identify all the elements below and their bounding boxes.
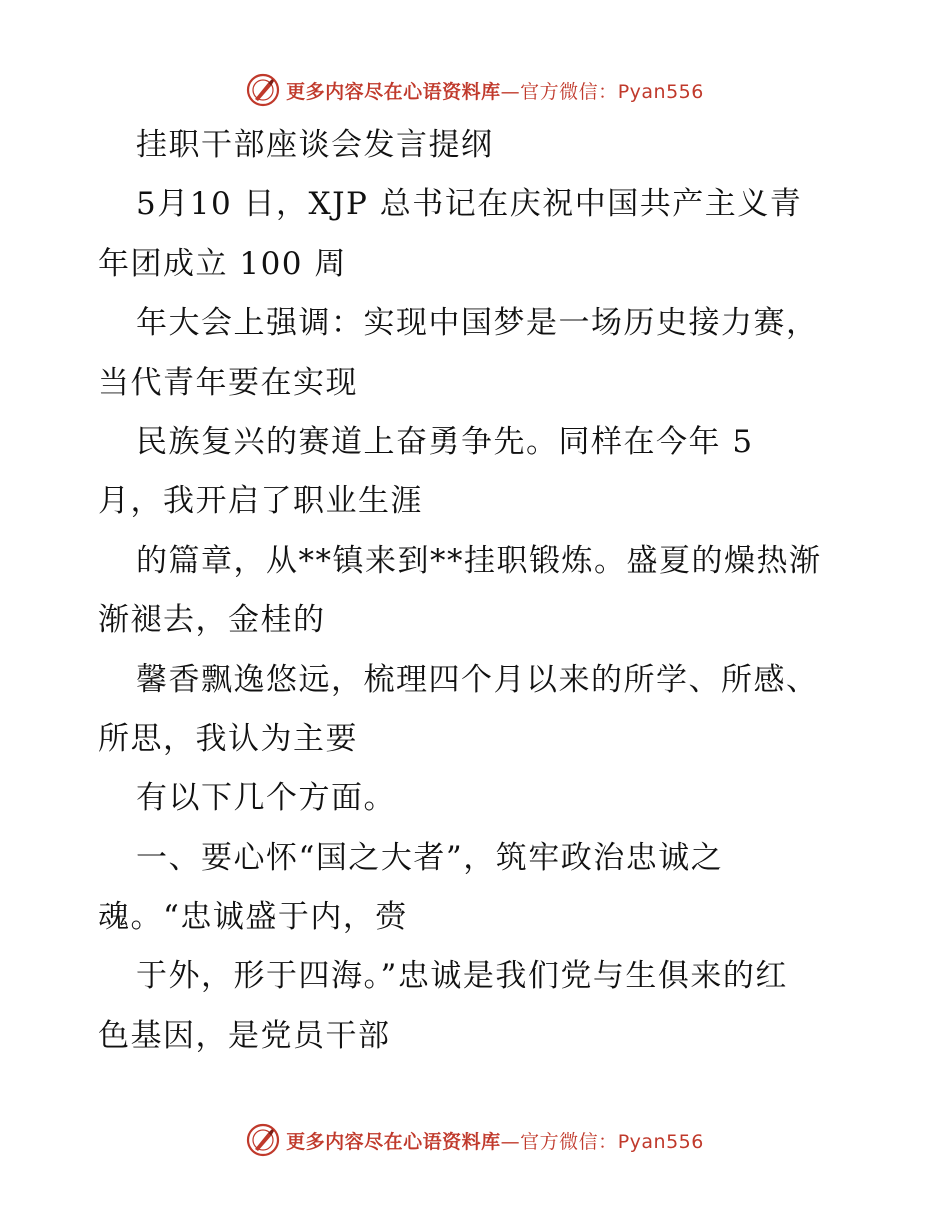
pen-logo-icon xyxy=(246,73,280,107)
banner-sub-text: 官方微信： xyxy=(520,1130,618,1153)
paragraph-line: 有以下几个方面。 xyxy=(136,780,396,817)
paragraph-line: 5月10 日，XJP 总书记在庆祝中国共产主义青 xyxy=(136,186,803,223)
header-watermark-banner xyxy=(0,68,950,112)
paragraph-line: 馨香飘逸悠远，梳理四个月以来的所学、所感、 xyxy=(136,661,819,698)
banner-dash: — xyxy=(500,80,521,103)
paragraph-line: 色基因，是党员干部 xyxy=(98,1017,391,1054)
document-body xyxy=(98,116,858,1066)
banner-main-text: 更多内容尽在心语资料库 xyxy=(286,1130,501,1153)
paragraph-line: 所思，我认为主要 xyxy=(98,720,358,757)
paragraph-line: 月，我开启了职业生涯 xyxy=(98,483,423,520)
paragraph-line: 民族复兴的赛道上奋勇争先。同样在今年 5 xyxy=(136,423,754,460)
pen-logo-icon xyxy=(246,1123,280,1157)
paragraph-line: 年团成立 100 周 xyxy=(98,245,347,282)
paragraph-line: 渐褪去，金桂的 xyxy=(98,602,326,639)
paragraph-line: 年大会上强调：实现中国梦是一场历史接力赛， xyxy=(136,305,819,342)
document-title: 挂职干部座谈会发言提纲 xyxy=(136,127,494,163)
paragraph-line: 于外，形于四海。”忠诚是我们党与生俱来的红 xyxy=(136,958,788,995)
paragraph-line: 的篇章，从**镇来到**挂职锻炼。盛夏的燥热渐 xyxy=(136,542,822,579)
banner-id-text: Pyan556 xyxy=(617,80,704,103)
banner-id-text: Pyan556 xyxy=(617,1130,704,1153)
paragraph-line: 当代青年要在实现 xyxy=(98,364,358,401)
banner-dash: — xyxy=(500,1130,521,1153)
banner-sub-text: 官方微信： xyxy=(520,80,618,103)
banner-main-text: 更多内容尽在心语资料库 xyxy=(286,80,501,103)
paragraph-line: 魂。“忠诚盛于内，赍 xyxy=(98,899,408,936)
footer-watermark-banner xyxy=(0,1118,950,1162)
section-heading-line: 一、要心怀“国之大者”，筑牢政治忠诚之 xyxy=(136,839,724,876)
